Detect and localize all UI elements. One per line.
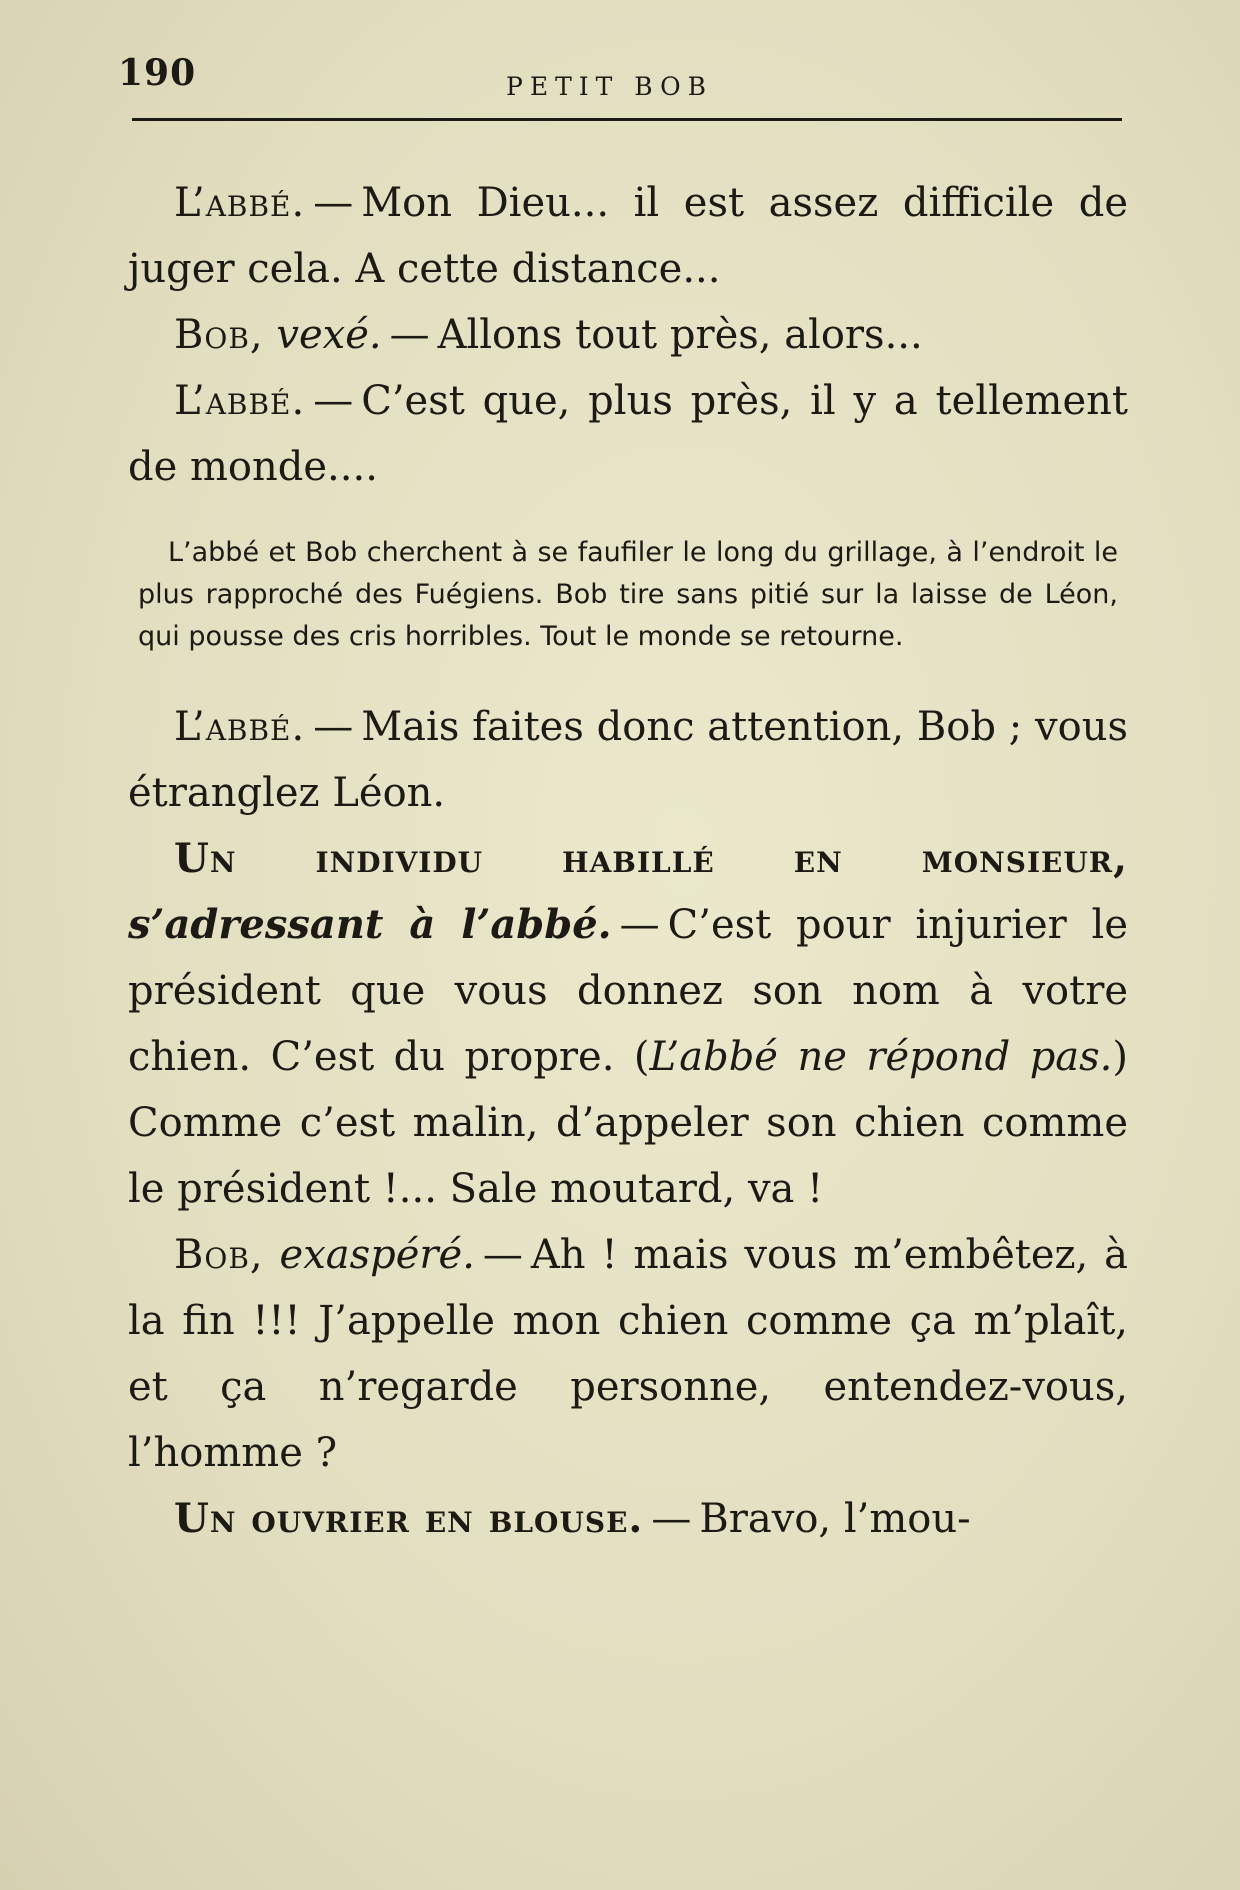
- page-number: 190: [118, 52, 197, 94]
- dialogue-text: Allons tout près, alors...: [437, 312, 923, 358]
- page-text: [128, 170, 1128, 1552]
- dialogue-line-bob-2: [128, 1222, 1128, 1486]
- speaker-label: Un individu habillé en monsieur,: [174, 835, 1128, 882]
- em-dash: —: [651, 1496, 692, 1542]
- dialogue-line-individu: [128, 826, 1128, 1222]
- dialogue-line-abbe-1: [128, 170, 1128, 302]
- dialogue-text: Bravo, l’mou-: [699, 1496, 971, 1542]
- em-dash: —: [313, 180, 354, 226]
- page-header: [118, 52, 1118, 112]
- speaker-label: Bob,: [174, 312, 264, 358]
- aside-direction: L’abbé ne répond pas.: [649, 1034, 1113, 1080]
- em-dash: —: [619, 902, 660, 948]
- speaker-label: L’abbé.: [174, 704, 306, 750]
- dialogue-text: Ah ! mais vous m’embêtez, à la fin !!! J’appelle mon chien comme ça m’plaît, et ça n’regarde personne, entendez-vous, l’homme ?: [128, 1232, 1128, 1476]
- em-dash: —: [313, 704, 354, 750]
- dialogue-line-abbe-3: [128, 694, 1128, 826]
- dialogue-text: C’est pour injurier le président que vous donnez son nom à votre chien. C’est du propre. (: [128, 902, 1129, 1080]
- dialogue-text: Mon Dieu... il est assez difficile de juger cela. A cette distance...: [128, 180, 1128, 292]
- speaker-label: Un ouvrier en blouse.: [174, 1495, 644, 1542]
- speaker-label: L’abbé.: [174, 378, 306, 424]
- dialogue-line-bob-1: [128, 302, 1128, 368]
- dialogue-text: C’est que, plus près, il y a tellement de monde....: [128, 378, 1128, 490]
- header-rule: [132, 118, 1122, 121]
- stage-direction-block: L’abbé et Bob cherchent à se faufiler le long du grillage, à l’endroit le plus rapproché des Fuégiens. Bob tire sans pitié sur la laisse de Léon, qui pousse des cris horribles. Tout le monde se retourne.: [138, 537, 1118, 652]
- em-dash: —: [389, 312, 430, 358]
- em-dash: —: [482, 1232, 523, 1278]
- stage-direction-inline: exaspéré.: [279, 1232, 475, 1278]
- dialogue-text-continued: ) Comme c’est malin, d’appeler son chien comme le président !... Sale moutard, va !: [128, 1034, 1129, 1212]
- stage-direction-inline: s’adressant à l’abbé.: [128, 901, 612, 948]
- stage-direction-inline: vexé.: [276, 312, 382, 358]
- speaker-label: Bob,: [174, 1232, 264, 1278]
- speaker-label: L’abbé.: [174, 180, 306, 226]
- dialogue-line-ouvrier: [128, 1486, 1128, 1552]
- dialogue-line-abbe-2: [128, 368, 1128, 500]
- running-title: PETIT BOB: [506, 72, 713, 101]
- em-dash: —: [313, 378, 354, 424]
- dialogue-text: Mais faites donc attention, Bob ; vous étranglez Léon.: [128, 704, 1128, 816]
